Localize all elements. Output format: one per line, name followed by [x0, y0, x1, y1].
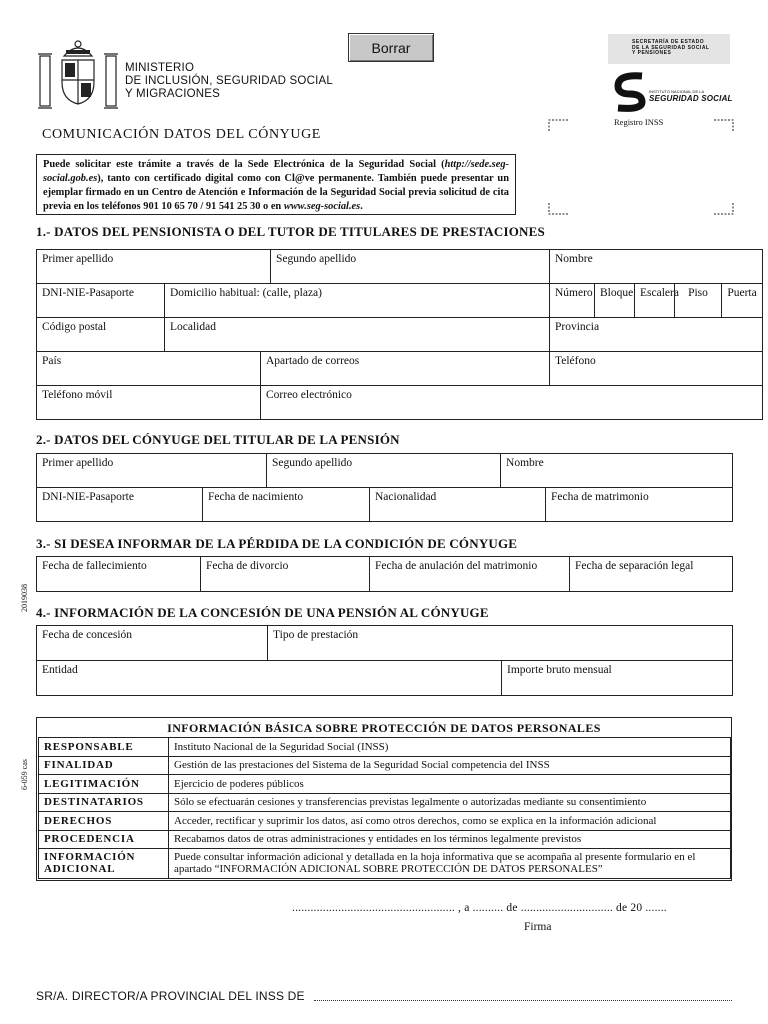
- form-code: 2019038: [20, 584, 29, 612]
- section1-title: 1.- DATOS DEL PENSIONISTA O DEL TUTOR DE TITULARES DE PRESTACIONES: [36, 224, 545, 239]
- fecha-nacimiento-field[interactable]: Fecha de nacimiento: [203, 488, 370, 522]
- dni-field[interactable]: DNI-NIE-Pasaporte: [37, 284, 165, 318]
- notice-box: Puede solicitar este trámite a través de la Sede Electrónica de la Seguridad Social (http://sede.seg-social.gob.es), tanto con certificado digital como con Cl@ve permanente. También puede presentar un ejemplar firmado en un Centro de Atención e Información de la Seguridad Social previa solicitud de cita previa en los teléfonos 901 10 65 70 / 91 541 25 30 o en www.seg-social.es.: [36, 154, 516, 215]
- registro-stamp-box: [548, 119, 734, 215]
- dp-row: RESPONSABLE Instituto Nacional de la Seguridad Social (INSS): [39, 738, 731, 757]
- dp-row: FINALIDAD Gestión de las prestaciones del Sistema de la Seguridad Social competencia del INSS: [39, 756, 731, 775]
- dp-row: LEGITIMACIÓN Ejercicio de poderes públicos: [39, 775, 731, 794]
- section1-table: [36, 249, 763, 420]
- fecha-matrimonio-field[interactable]: Fecha de matrimonio: [546, 488, 733, 522]
- conyuge-nombre-field[interactable]: Nombre: [501, 454, 733, 488]
- sede-link[interactable]: http://sede.seg-social.gob.es: [43, 159, 509, 184]
- seg-social-link[interactable]: www.seg-social.es: [283, 201, 361, 212]
- numero-field[interactable]: Número: [550, 284, 595, 318]
- section4-table: [36, 625, 733, 696]
- borrar-button[interactable]: Borrar: [348, 33, 434, 62]
- section4-title: 4.- INFORMACIÓN DE LA CONCESIÓN DE UNA PENSIÓN AL CÓNYUGE: [36, 605, 489, 620]
- section3-table: [36, 556, 733, 592]
- fecha-divorcio-field[interactable]: Fecha de divorcio: [201, 557, 370, 592]
- section2-title: 2.- DATOS DEL CÓNYUGE DEL TITULAR DE LA PENSIÓN: [36, 432, 400, 447]
- seguridad-social-logo-icon: [612, 72, 648, 112]
- apartado-field[interactable]: Apartado de correos: [261, 352, 550, 386]
- conyuge-dni-field[interactable]: DNI-NIE-Pasaporte: [37, 488, 203, 522]
- dp-row: DESTINATARIOS Sólo se efectuarán cesiones y transferencias previstas legalmente o autorizadas mediante su consentimiento: [39, 793, 731, 812]
- data-protection-table: [38, 737, 731, 879]
- pais-field[interactable]: País: [37, 352, 261, 386]
- section3-title: 3.- SI DESEA INFORMAR DE LA PÉRDIDA DE LA CONDICIÓN DE CÓNYUGE: [36, 536, 518, 551]
- conyuge-primer-apellido-field[interactable]: Primer apellido: [37, 454, 267, 488]
- dp-row: DERECHOS Acceder, rectificar y suprimir los datos, así como otros derechos, como se explica en la información adicional: [39, 812, 731, 831]
- fecha-fallecimiento-field[interactable]: Fecha de fallecimiento: [37, 557, 201, 592]
- place-date-line[interactable]: ..................................................... , a .......... de .............................. de 20 .......: [292, 902, 667, 914]
- registro-label: Registro INSS: [614, 117, 664, 127]
- secretaria-text: SECRETARÍA DE ESTADO DE LA SEGURIDAD SOCIAL Y PENSIONES: [632, 39, 710, 56]
- section2-table: [36, 453, 733, 522]
- ss-logo-name: SEGURIDAD SOCIAL: [649, 94, 733, 103]
- telefono-field[interactable]: Teléfono: [550, 352, 763, 386]
- importe-field[interactable]: Importe bruto mensual: [502, 661, 733, 696]
- firma-label: Firma: [524, 921, 552, 933]
- director-provincial-field[interactable]: [314, 1000, 732, 1001]
- puerta-field[interactable]: Puerta: [722, 284, 763, 318]
- coat-of-arms-icon: [36, 36, 120, 110]
- fecha-concesion-field[interactable]: Fecha de concesión: [37, 626, 268, 661]
- dp-row: INFORMACIÓN ADICIONAL Puede consultar información adicional y detallada en la hoja informativa que se acompaña al presente formulario en el apartado “INFORMACIÓN ADICIONAL SOBRE PROTECCIÓN DE DATOS PERSONALES”: [39, 849, 731, 879]
- codigo-postal-field[interactable]: Código postal: [37, 318, 165, 352]
- provincia-field[interactable]: Provincia: [550, 318, 763, 352]
- dp-row: PROCEDENCIA Recabamos datos de otras administraciones y entidades en los términos legalmente previstos: [39, 830, 731, 849]
- primer-apellido-field[interactable]: Primer apellido: [37, 250, 271, 284]
- bloque-field[interactable]: Bloque: [595, 284, 635, 318]
- nombre-field[interactable]: Nombre: [550, 250, 763, 284]
- telefono-movil-field[interactable]: Teléfono móvil: [37, 386, 261, 420]
- tipo-prestacion-field[interactable]: Tipo de prestación: [268, 626, 733, 661]
- escalera-field[interactable]: Escalera: [635, 284, 675, 318]
- fecha-anulacion-field[interactable]: Fecha de anulación del matrimonio: [370, 557, 570, 592]
- domicilio-field[interactable]: Domicilio habitual: (calle, plaza): [165, 284, 550, 318]
- fecha-separacion-field[interactable]: Fecha de separación legal: [570, 557, 733, 592]
- data-protection-title: INFORMACIÓN BÁSICA SOBRE PROTECCIÓN DE DATOS PERSONALES: [167, 721, 601, 735]
- piso-field[interactable]: Piso: [675, 284, 722, 318]
- conyuge-segundo-apellido-field[interactable]: Segundo apellido: [267, 454, 501, 488]
- localidad-field[interactable]: Localidad: [165, 318, 550, 352]
- ministry-name: MINISTERIO DE INCLUSIÓN, SEGURIDAD SOCIAL Y MIGRACIONES: [125, 62, 333, 100]
- director-provincial-label: SR/A. DIRECTOR/A PROVINCIAL DEL INSS DE: [36, 989, 305, 1003]
- form-version-code: 6-059 cas: [20, 759, 29, 790]
- ss-logo-subtitle: INSTITUTO NACIONAL DE LA: [649, 89, 705, 94]
- correo-field[interactable]: Correo electrónico: [261, 386, 763, 420]
- entidad-field[interactable]: Entidad: [37, 661, 502, 696]
- nacionalidad-field[interactable]: Nacionalidad: [370, 488, 546, 522]
- form-title: COMUNICACIÓN DATOS DEL CÓNYUGE: [42, 127, 321, 142]
- segundo-apellido-field[interactable]: Segundo apellido: [271, 250, 550, 284]
